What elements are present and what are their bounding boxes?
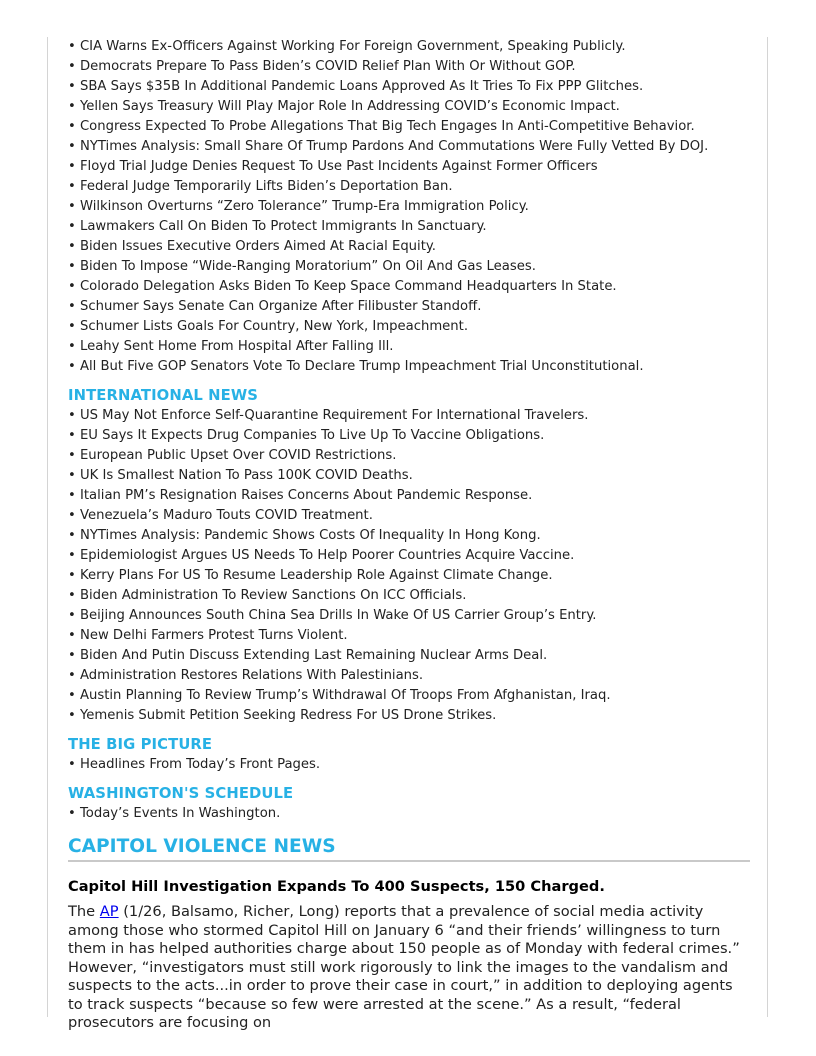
list-item: • NYTimes Analysis: Pandemic Shows Costs Of Inequality In Hong Kong. xyxy=(68,528,541,543)
list-item: • Italian PM’s Resignation Raises Concerns About Pandemic Response. xyxy=(68,488,533,503)
article-body xyxy=(68,903,750,1033)
page-frame-left-border xyxy=(47,37,48,1017)
article-title: Capitol Hill Investigation Expands To 400 Suspects, 150 Charged. xyxy=(68,878,605,895)
international-news-list xyxy=(68,406,750,726)
list-item: • Congress Expected To Probe Allegations That Big Tech Engages In Anti-Competitive Behavior. xyxy=(68,119,695,134)
list-item: • Democrats Prepare To Pass Biden’s COVID Relief Plan With Or Without GOP. xyxy=(68,59,576,74)
list-item: • Biden To Impose “Wide-Ranging Moratorium” On Oil And Gas Leases. xyxy=(68,259,536,274)
ap-source-link[interactable]: AP xyxy=(99,903,119,920)
list-item: • CIA Warns Ex-Officers Against Working For Foreign Government, Speaking Publicly. xyxy=(68,39,626,54)
list-item: • Beijing Announces South China Sea Drills In Wake Of US Carrier Group’s Entry. xyxy=(68,608,597,623)
list-item: • Schumer Lists Goals For Country, New York, Impeachment. xyxy=(68,319,469,334)
international-news-heading: INTERNATIONAL NEWS xyxy=(68,387,259,404)
list-item: • Schumer Says Senate Can Organize After Filibuster Standoff. xyxy=(68,299,482,314)
list-item: • Today’s Events In Washington. xyxy=(68,806,281,821)
list-item: • Epidemiologist Argues US Needs To Help Poorer Countries Acquire Vaccine. xyxy=(68,548,575,563)
list-item: • EU Says It Expects Drug Companies To Live Up To Vaccine Obligations. xyxy=(68,428,545,443)
capitol-violence-heading: CAPITOL VIOLENCE NEWS xyxy=(68,824,750,862)
list-item: • NYTimes Analysis: Small Share Of Trump Pardons And Commutations Were Fully Vetted By DOJ. xyxy=(68,139,709,154)
list-item: • US May Not Enforce Self-Quarantine Requirement For International Travelers. xyxy=(68,408,589,423)
list-item: • Biden Administration To Review Sanctions On ICC Officials. xyxy=(68,588,467,603)
list-item: • Wilkinson Overturns “Zero Tolerance” Trump-Era Immigration Policy. xyxy=(68,199,529,214)
list-item: • New Delhi Farmers Protest Turns Violent. xyxy=(68,628,348,643)
list-item: • Yellen Says Treasury Will Play Major Role In Addressing COVID’s Economic Impact. xyxy=(68,99,620,114)
list-item: • SBA Says $35B In Additional Pandemic Loans Approved As It Tries To Fix PPP Glitches. xyxy=(68,79,644,94)
washington-schedule-list xyxy=(68,804,750,824)
big-picture-list xyxy=(68,755,750,775)
list-item: • Colorado Delegation Asks Biden To Keep Space Command Headquarters In State. xyxy=(68,279,617,294)
list-item: • All But Five GOP Senators Vote To Declare Trump Impeachment Trial Unconstitutional. xyxy=(68,359,644,374)
big-picture-heading: THE BIG PICTURE xyxy=(68,736,213,753)
article-body-prefix: The xyxy=(68,903,100,920)
list-item: • Biden And Putin Discuss Extending Last Remaining Nuclear Arms Deal. xyxy=(68,648,548,663)
article-body-text: (1/26, Balsamo, Richer, Long) reports that a prevalence of social media activity among those who stormed Capitol Hill on January 6 “and their friends’ willingness to turn them in has helped authorities charge about 150 people as of Monday with federal crimes.” However, “investigators must still work rigorously to link the images to the vandalism and suspects to the acts...in order to prove their case in court,” in addition to deploying agents to track suspects “because so few were arrested at the scene.” As a result, “federal prosecutors are focusing on xyxy=(68,903,740,1031)
list-item: • Lawmakers Call On Biden To Protect Immigrants In Sanctuary. xyxy=(68,219,487,234)
washington-schedule-heading: WASHINGTON'S SCHEDULE xyxy=(68,785,294,802)
list-item: • Leahy Sent Home From Hospital After Falling Ill. xyxy=(68,339,394,354)
domestic-news-list xyxy=(68,37,750,377)
list-item: • Kerry Plans For US To Resume Leadership Role Against Climate Change. xyxy=(68,568,553,583)
list-item: • Federal Judge Temporarily Lifts Biden’s Deportation Ban. xyxy=(68,179,453,194)
newsletter-content xyxy=(68,37,750,1033)
list-item: • European Public Upset Over COVID Restrictions. xyxy=(68,448,397,463)
page-frame-right-border xyxy=(767,37,768,1017)
list-item: • Venezuela’s Maduro Touts COVID Treatment. xyxy=(68,508,373,523)
list-item: • Floyd Trial Judge Denies Request To Use Past Incidents Against Former Officers xyxy=(68,159,598,174)
list-item: • Headlines From Today’s Front Pages. xyxy=(68,757,321,772)
list-item: • Administration Restores Relations With Palestinians. xyxy=(68,668,424,683)
list-item: • Biden Issues Executive Orders Aimed At Racial Equity. xyxy=(68,239,436,254)
list-item: • Yemenis Submit Petition Seeking Redress For US Drone Strikes. xyxy=(68,708,497,723)
list-item: • UK Is Smallest Nation To Pass 100K COVID Deaths. xyxy=(68,468,413,483)
list-item: • Austin Planning To Review Trump’s Withdrawal Of Troops From Afghanistan, Iraq. xyxy=(68,688,611,703)
